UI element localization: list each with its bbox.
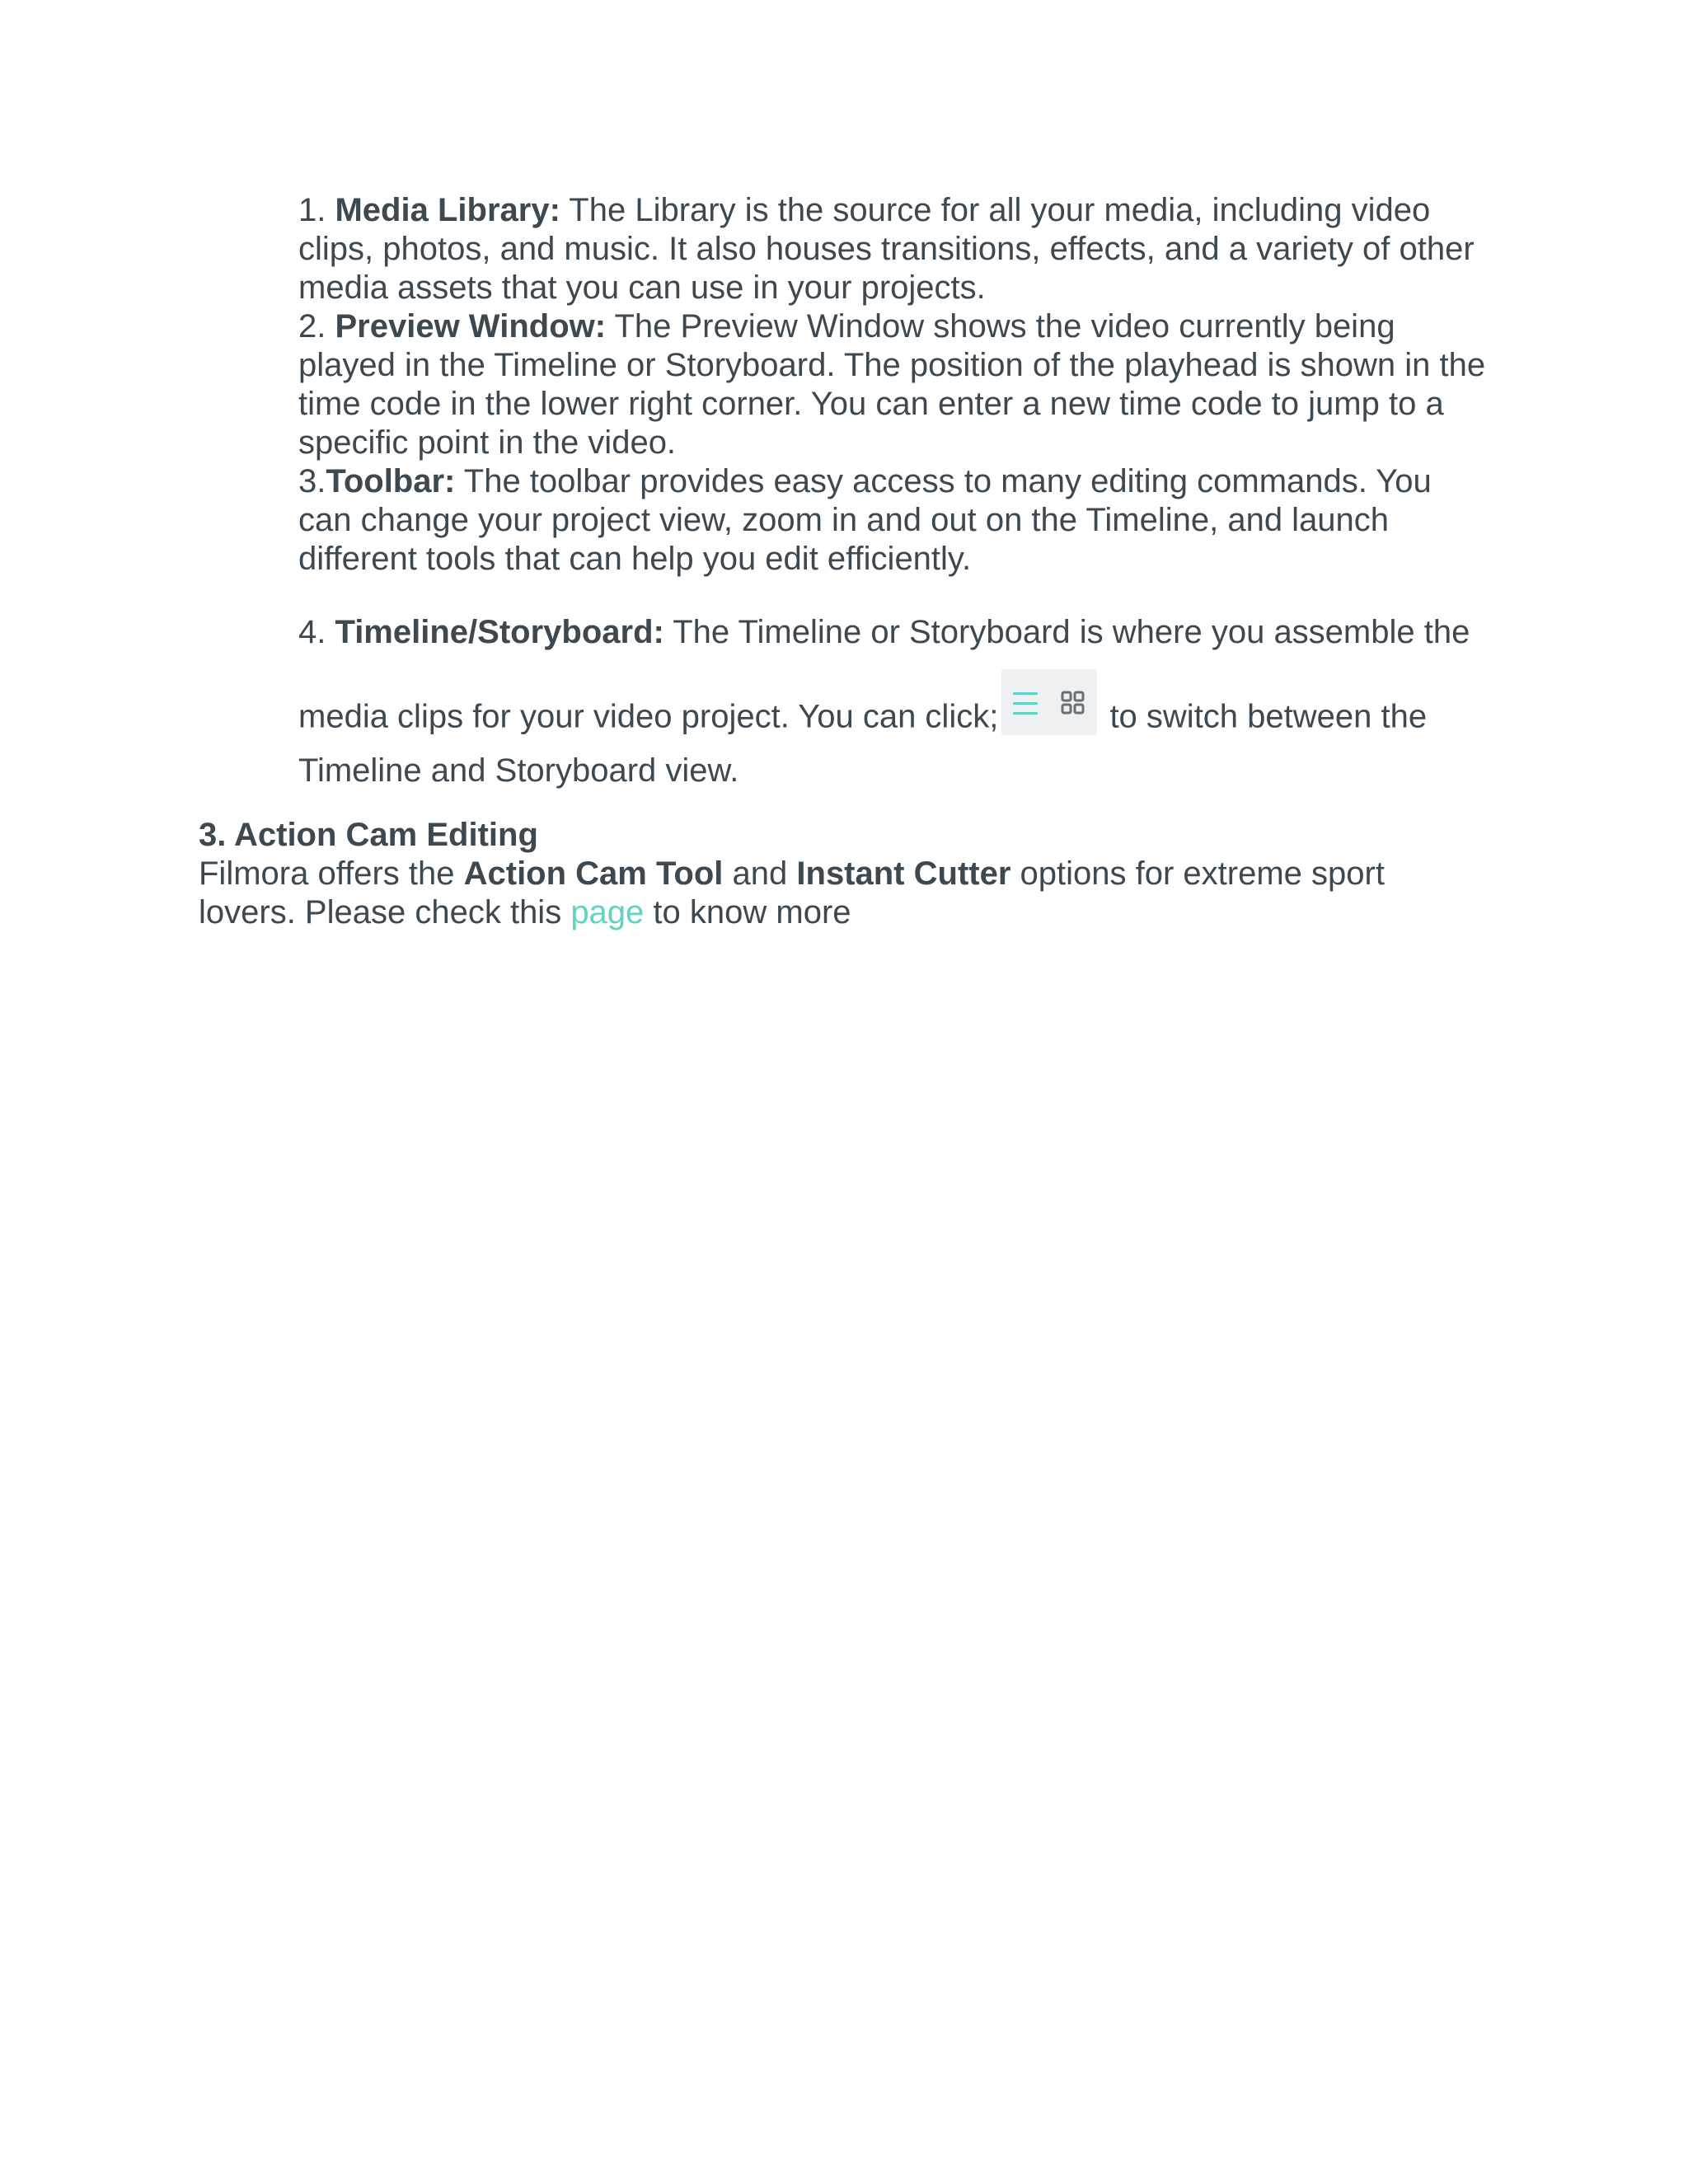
- list-item-text: The Library is the source for all your media, including video clips, photos, and music. It also houses transitions, effects, and a variety of other media assets that you can use in your projects.: [298, 192, 1475, 306]
- list-item-timeline-storyboard: [298, 613, 1493, 790]
- section-title: 3. Action Cam Editing: [199, 817, 538, 853]
- paragraph-text: to know more: [644, 894, 851, 930]
- paragraph-bold: Action Cam Tool: [463, 855, 724, 892]
- list-item-heading: Media Library:: [335, 192, 560, 228]
- list-item-heading: Preview Window:: [335, 308, 607, 344]
- view-switch-icons: [1013, 691, 1085, 717]
- grid-view-icon: [1062, 692, 1083, 713]
- list-item-number: 3.: [298, 463, 326, 499]
- list-item-text-before-icon: media clips for your video project. You can click;: [298, 698, 999, 735]
- list-item-continuation: [298, 686, 1493, 790]
- list-item-text: The Preview Window shows the video currently being played in the Timeline or Storyboard. The position of the playhead is shown in the time code in the lower right corner. You can enter a new time code to jump to a specific point in the video.: [298, 308, 1486, 461]
- spacer: [298, 579, 1493, 613]
- list-item-heading: Toolbar:: [326, 463, 456, 499]
- paragraph-text: and: [723, 855, 797, 892]
- list-item-number: 2.: [298, 308, 335, 344]
- paragraph-bold: Instant Cutter: [796, 855, 1011, 892]
- view-switch-image: [1001, 669, 1097, 735]
- paragraph-text: options for extreme sport lovers. Please check this: [199, 855, 1385, 930]
- list-item-text-after-icon: to switch between the Timeline and Storyboard view.: [298, 698, 1428, 789]
- list-item-number: 1.: [298, 192, 335, 228]
- list-item-first-line: [298, 613, 1493, 661]
- list-item-number: 4.: [298, 614, 335, 650]
- list-item-heading: Timeline/Storyboard:: [335, 614, 664, 650]
- page-link[interactable]: page: [570, 894, 645, 930]
- list-item-text: The toolbar provides easy access to many editing commands. You can change your project view, zoom in and out on the Timeline, and launch different tools that can help you edit efficiently.: [298, 463, 1432, 577]
- paragraph-text: Filmora offers the: [199, 855, 464, 892]
- list-view-icon: [1013, 692, 1038, 715]
- list-item-media-library: [298, 191, 1493, 307]
- interface-components-list: [298, 191, 1493, 790]
- list-item-preview-window: [298, 307, 1493, 462]
- section-paragraph: [199, 855, 1484, 932]
- list-item-text: The Timeline or Storyboard is where you assemble the: [663, 614, 1470, 650]
- list-item-toolbar: [298, 462, 1493, 579]
